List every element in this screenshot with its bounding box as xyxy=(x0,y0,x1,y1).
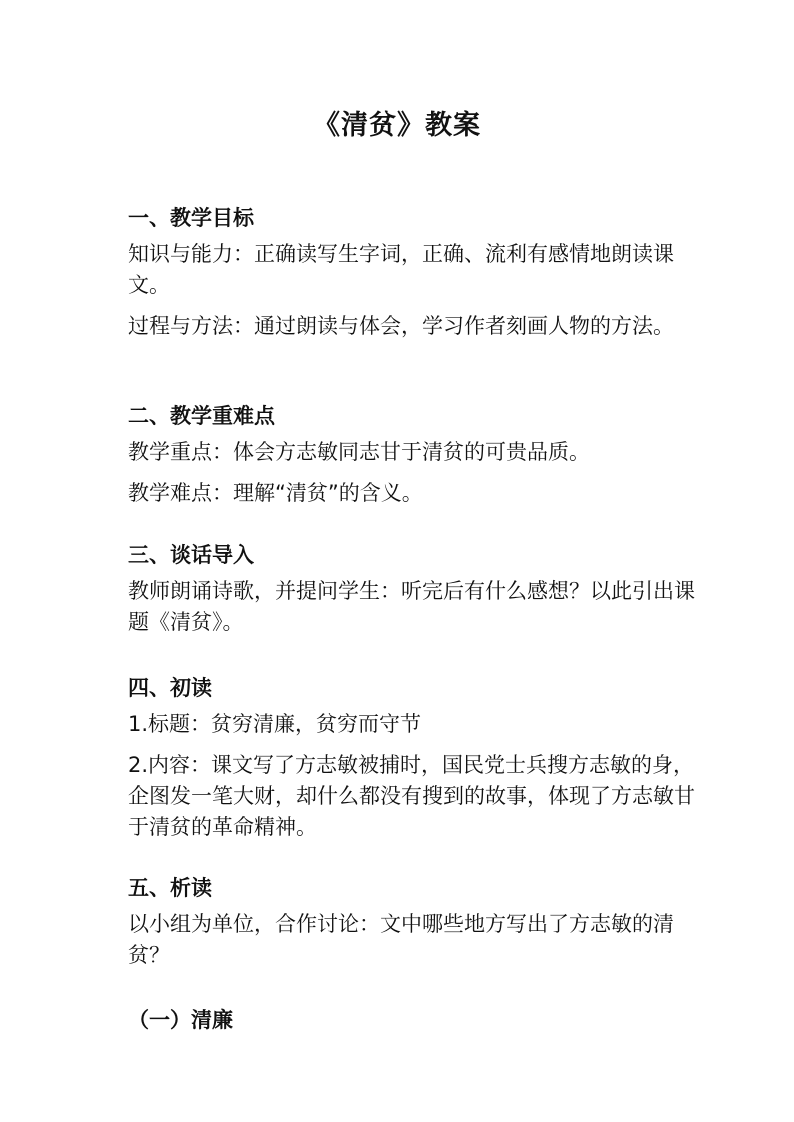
section-paragraph: 2.内容：课文写了方志敏被捕时，国民党士兵搜方志敏的身，企图发一笔大财，却什么都没有搜到的故事，体现了方志敏甘于清贫的革命精神。 xyxy=(128,753,695,839)
section-heading: 四、初读 xyxy=(128,676,212,700)
section-analysis xyxy=(128,873,698,971)
section-paragraph: 教师朗诵诗歌，并提问学生：听完后有什么感想？以此引出课题《清贫》。 xyxy=(128,579,695,634)
section-first-reading xyxy=(128,673,698,843)
section-heading: 三、谈话导入 xyxy=(128,543,254,567)
section-introduction xyxy=(128,540,698,638)
section-paragraph: 过程与方法：通过朗读与体会，学习作者刻画人物的方法。 xyxy=(128,314,674,338)
section-heading: 二、教学重难点 xyxy=(128,404,275,428)
subsection-heading: （一）清廉 xyxy=(128,1008,233,1032)
section-paragraph: 教学难点：理解“清贫”的含义。 xyxy=(128,481,423,505)
section-paragraph: 以小组为单位，合作讨论：文中哪些地方写出了方志敏的清贫？ xyxy=(128,912,674,967)
section-paragraph: 教学重点：体会方志敏同志甘于清贫的可贵品质。 xyxy=(128,440,590,464)
section-paragraph: 知识与能力：正确读写生字词，正确、流利有感情地朗读课文。 xyxy=(128,242,674,297)
section-heading: 一、教学目标 xyxy=(128,206,254,230)
section-paragraph: 1.标题：贫穷清廉，贫穷而守节 xyxy=(128,712,422,736)
document-title: 《清贫》教案 xyxy=(313,110,481,141)
section-teaching-goals xyxy=(128,203,698,342)
section-heading: 五、析读 xyxy=(128,876,212,900)
section-key-points xyxy=(128,401,698,509)
